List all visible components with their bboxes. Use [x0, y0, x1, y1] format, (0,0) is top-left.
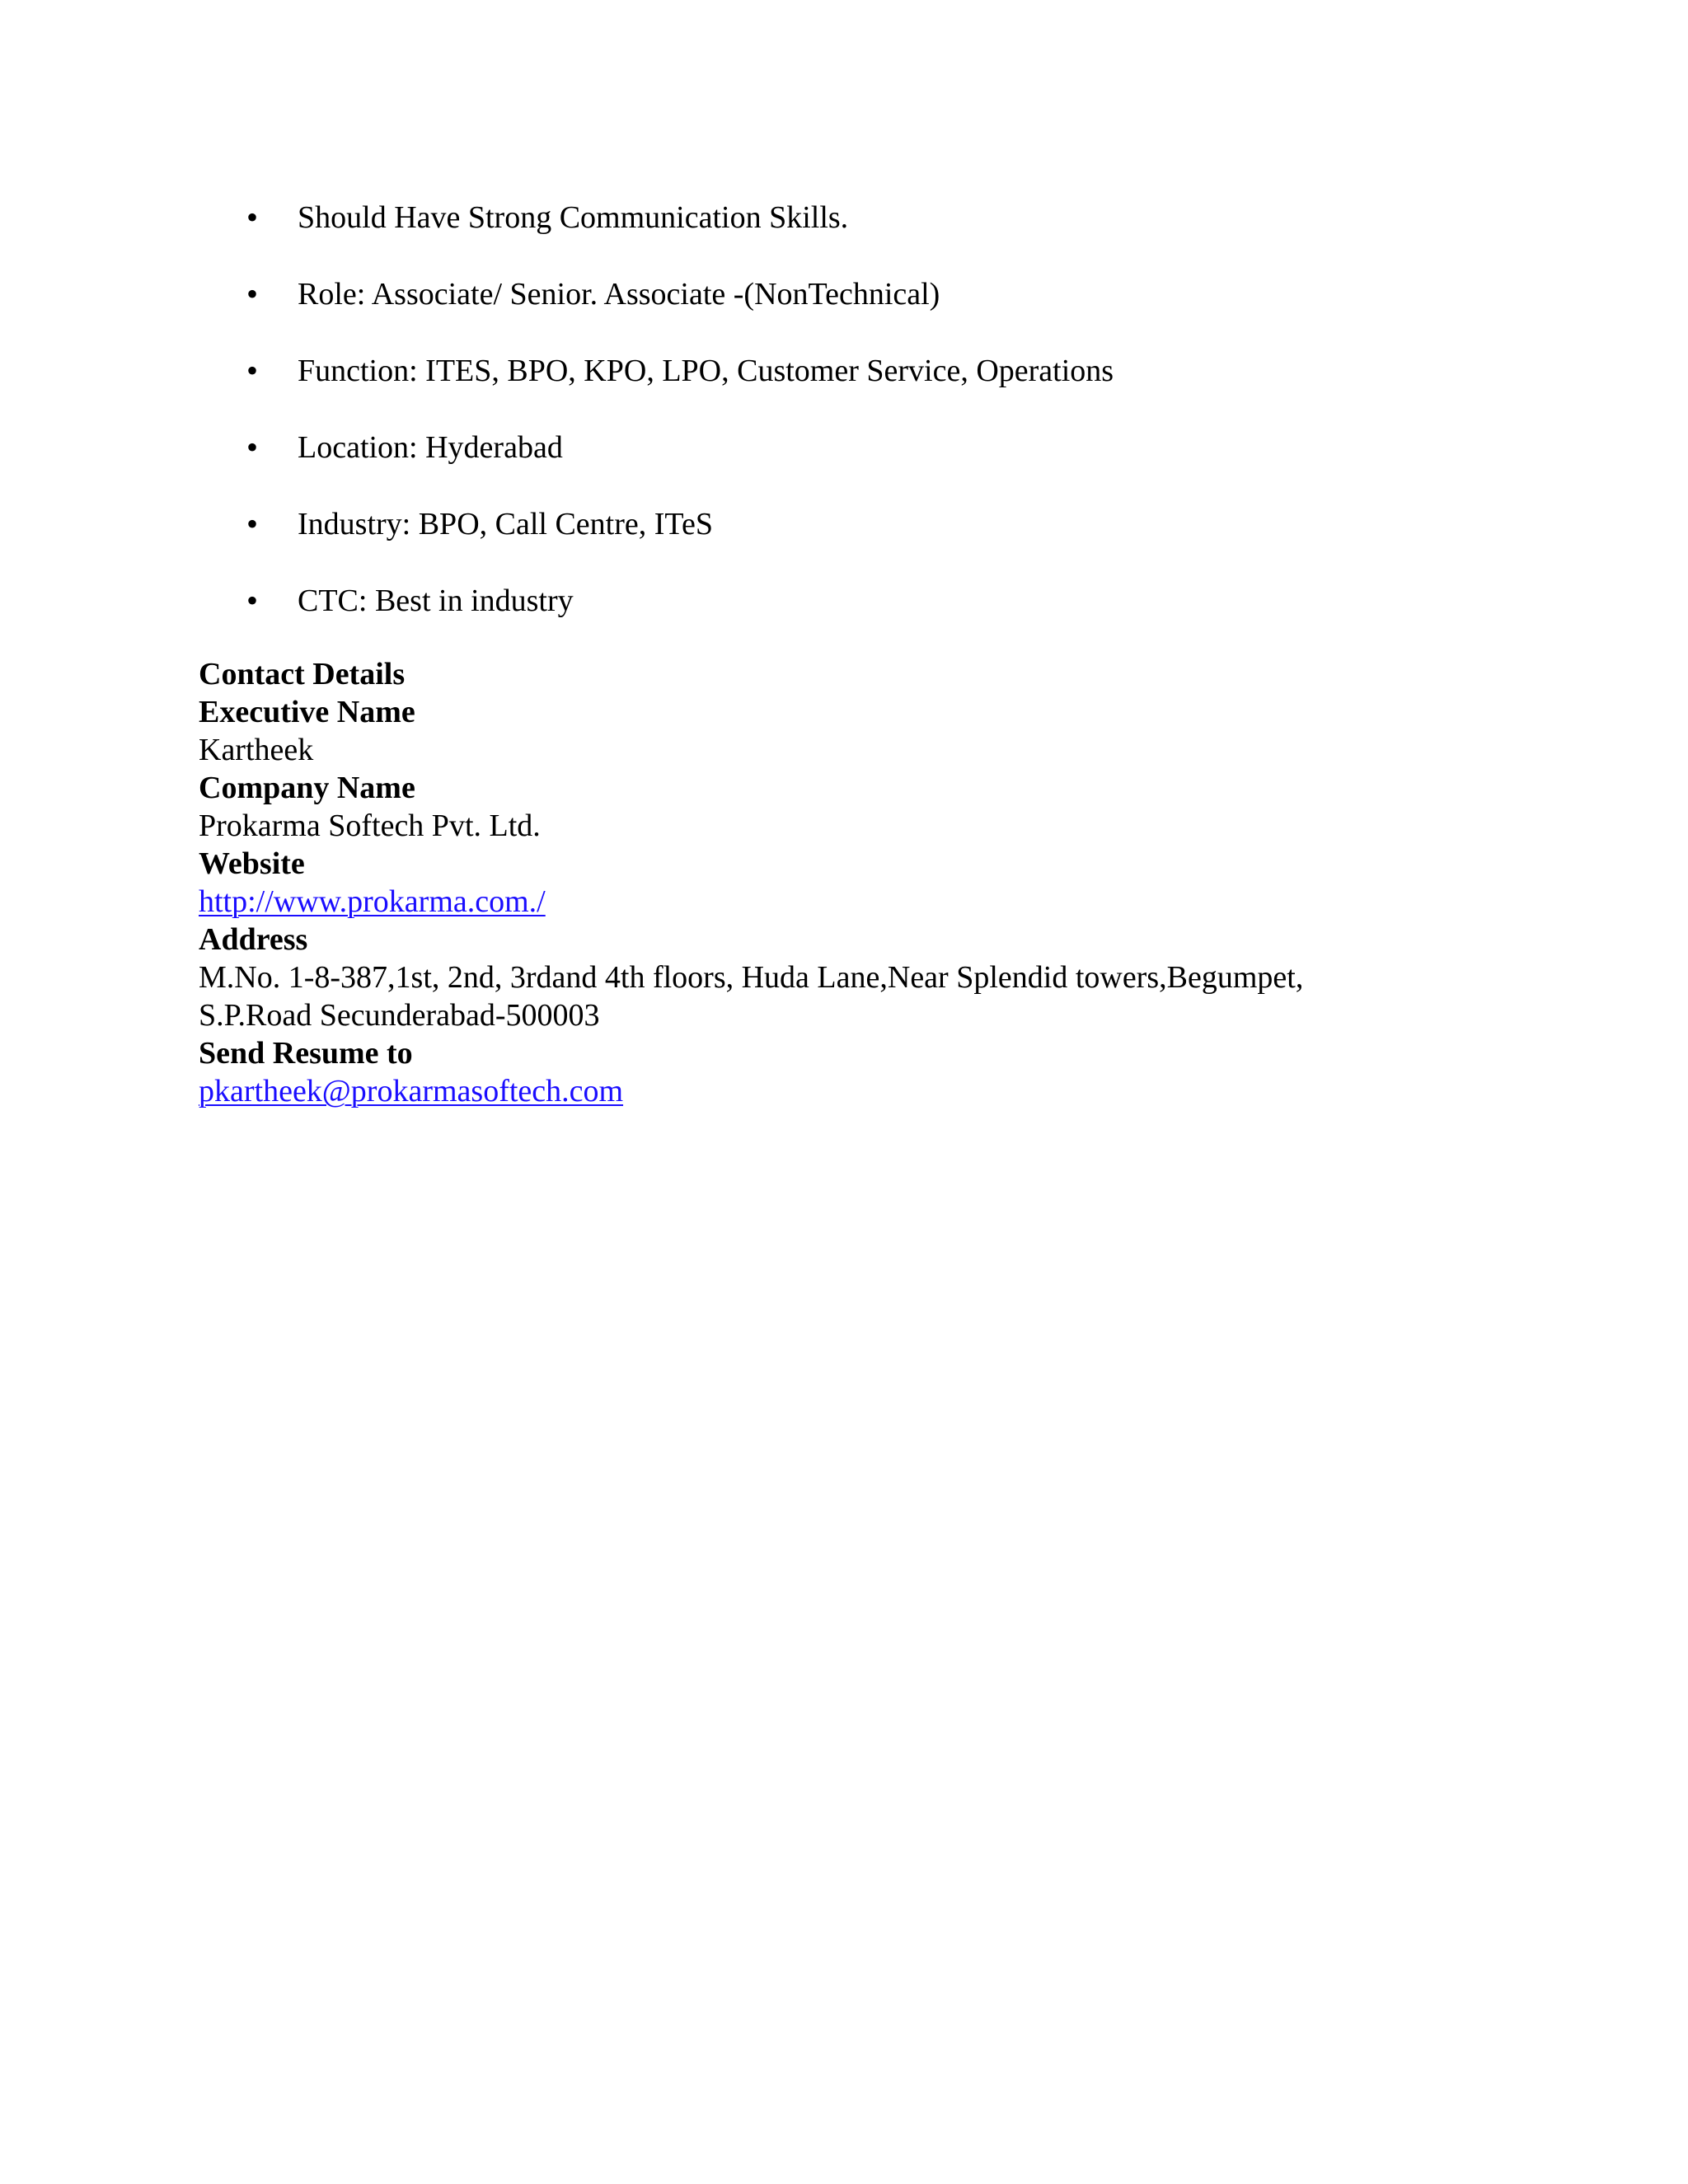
address-label: Address [199, 922, 308, 957]
address-line-2: S.P.Road Secunderabad-500003 [199, 998, 600, 1033]
list-item-text: CTC: Best in industry [298, 583, 574, 618]
list-item-text: Location: Hyderabad [298, 430, 563, 465]
contact-details-heading: Contact Details [199, 657, 406, 691]
resume-email-line [199, 1072, 1600, 1110]
list-item-text: Industry: BPO, Call Centre, ITeS [298, 507, 713, 541]
list-item-text: Role: Associate/ Senior. Associate -(NonTechnical) [298, 277, 940, 312]
bullet-icon: • [246, 505, 258, 542]
executive-name-label: Executive Name [199, 695, 415, 729]
list-item-text: Should Have Strong Communication Skills. [298, 200, 849, 235]
send-resume-label: Send Resume to [199, 1036, 413, 1071]
resume-email-link[interactable]: pkartheek@prokarmasoftech.com [199, 1074, 624, 1108]
company-name-label: Company Name [199, 771, 415, 805]
contact-details-section [199, 655, 1600, 1110]
website-label: Website [199, 846, 305, 881]
list-item-text: Function: ITES, BPO, KPO, LPO, Customer Service, Operations [298, 354, 1114, 388]
company-name-value: Prokarma Softech Pvt. Ltd. [199, 808, 541, 843]
website-link[interactable]: http://www.prokarma.com./ [199, 884, 546, 919]
bullet-icon: • [246, 275, 258, 312]
bullet-icon: • [246, 199, 258, 236]
bullet-icon: • [246, 352, 258, 389]
website-line [199, 883, 1600, 921]
bullet-icon: • [246, 429, 258, 466]
executive-name-value: Kartheek [199, 733, 314, 767]
bullet-icon: • [246, 582, 258, 619]
address-line-1: M.No. 1-8-387,1st, 2nd, 3rdand 4th floors, Huda Lane,Near Splendid towers,Begumpet, [199, 960, 1304, 995]
